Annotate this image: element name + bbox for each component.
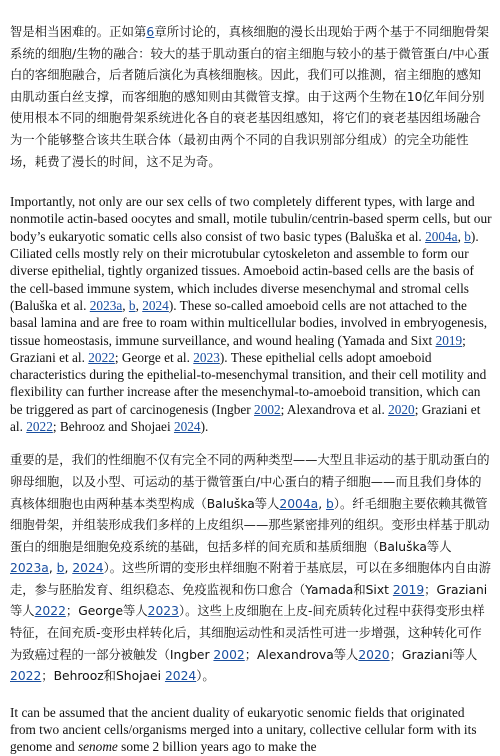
- chapter-link[interactable]: 6: [146, 25, 155, 39]
- citation-link[interactable]: 2002: [254, 401, 281, 417]
- citation-link[interactable]: 2023a: [10, 561, 49, 576]
- document-page: [10, 22, 492, 756]
- citation-link[interactable]: 2024: [142, 297, 169, 313]
- citation-link[interactable]: b: [464, 228, 471, 244]
- citation-link[interactable]: 2020: [388, 401, 415, 417]
- citation-link[interactable]: 2024: [72, 561, 104, 576]
- paragraph-chinese-1: 智是相当困难的。正如第6章所讨论的，真核细胞的漫长出现始于两个基于不同细胞骨架系统的细胞/生物的融合：较大的基于肌动蛋白的宿主细胞与较小的基于微管蛋白/中心蛋白的客细胞融合，后者随后演化为真核细胞核。因此，我们可以推测，宿主细胞的感知由肌动蛋白丝支撑，而客细胞的感知则由其微管支撑。由于这两个生物在10亿年间分别使用根本不同的细胞骨架系统进化各自的衰老基因组感知，将它们的衰老基因组场融合为一个能够整合该共生联合体（最初由两个不同的自我识别部分组成）的完全功能性场，耗费了漫长的时间，这不足为奇。: [10, 25, 490, 169]
- citation-link[interactable]: 2024: [164, 669, 197, 684]
- citation-link[interactable]: 2023: [193, 349, 220, 365]
- citation-link[interactable]: 2004a: [425, 228, 458, 244]
- citation-link[interactable]: 2022: [88, 349, 115, 365]
- citation-link[interactable]: b: [128, 297, 136, 313]
- paragraph-chinese-2: 重要的是，我们的性细胞不仅有完全不同的两种类型——大型且非运动的基于肌动蛋白的卵母细胞，以及小型、可运动的基于微管蛋白/中心蛋白的精子细胞——而且我们身体的真核体细胞也由两种基本类型构成（Baluška等人2004a, b）。纤毛细胞主要依赖其微管细胞骨架，并组装形成我们多样的上皮组织——那些紧密排列的组织。变形虫样基于肌动蛋白的细胞是细胞免疫系统的基础，包括多样的间充质和基质细胞（Baluška等人2023a, b, 2024）。这些所谓的变形虫样细胞不附着于基底层，可以在多细胞体内自由游走，参与胚胎发育、组织稳态、免疫监视和伤口愈合（Yamada和Sixt 2019；Graziani等人2022；George等人2023）。这些上皮细胞在上皮-间充质转化过程中获得变形虫样特征，在间充质-变形虫样转化后，其细胞运动性和灵活性可进一步增强，这种转化可作为致癌过程的一部分被触发（Ingber 2002；Alexandrova等人2020；Graziani等人2022；Behrooz和Shojaei 2024）。: [10, 453, 491, 684]
- citation-link[interactable]: 2024: [173, 419, 201, 435]
- citation-link[interactable]: 2022: [26, 419, 53, 435]
- citation-link[interactable]: 2019: [392, 582, 425, 597]
- citation-link[interactable]: 2023a: [89, 297, 123, 313]
- citation-link[interactable]: 2004a: [279, 496, 319, 511]
- citation-link[interactable]: 2019: [435, 332, 463, 348]
- citation-link[interactable]: 2020: [358, 647, 390, 662]
- citation-link[interactable]: b: [56, 561, 65, 576]
- citation-link[interactable]: 2022: [34, 604, 66, 619]
- citation-link[interactable]: 2002: [213, 647, 245, 662]
- paragraph-english-2: It can be assumed that the ancient duality of eukaryotic senomic fields that originated from two ancient cells/organisms merged into a unitary, collective cellular form with its genome and senome some 2 billion years ago to make the: [10, 704, 477, 755]
- citation-link[interactable]: 2022: [10, 669, 42, 684]
- emphasis-term: senome: [77, 739, 118, 755]
- paragraph-english-1: Importantly, not only are our sex cells of two completely different types, with large and nonmotile actin-based oocytes and small, motile tubulin/centrin-based sperm cells, but our body’s eukaryotic somatic cells also consist of two basic types (Baluška et al. 2004a, b). Ciliated cells mostly rely on their microtubular cytoskeleton and assemble to form our diverse epithelial, tightly organized tissues. Amoeboid actin-based cells are the basis of the cell-based immune system, which includes diverse mesenchymal and stromal cells (Baluška et al. 2023a, b, 2024). These so-called amoeboid cells are not attached to the basal lamina and are free to roam within multicellular bodies, involved in embryogenesis, tissue homeostasis, immune surveillance, and wound healing (Yamada and Sixt 2019; Graziani et al. 2022; George et al. 2023). These epithelial cells adopt amoeboid characteristics during the epithelial-to-mesenchymal transition, and their cell motility and flexibility can further increase after the mesenchymal-to-amoeboid transition, which can be triggered as part of carcinogenesis (Ingber 2002; Alexandrova et al. 2020; Graziani et al. 2022; Behrooz and Shojaei 2024).: [10, 194, 492, 435]
- citation-link[interactable]: 2023: [147, 604, 179, 619]
- citation-link[interactable]: b: [326, 496, 334, 511]
